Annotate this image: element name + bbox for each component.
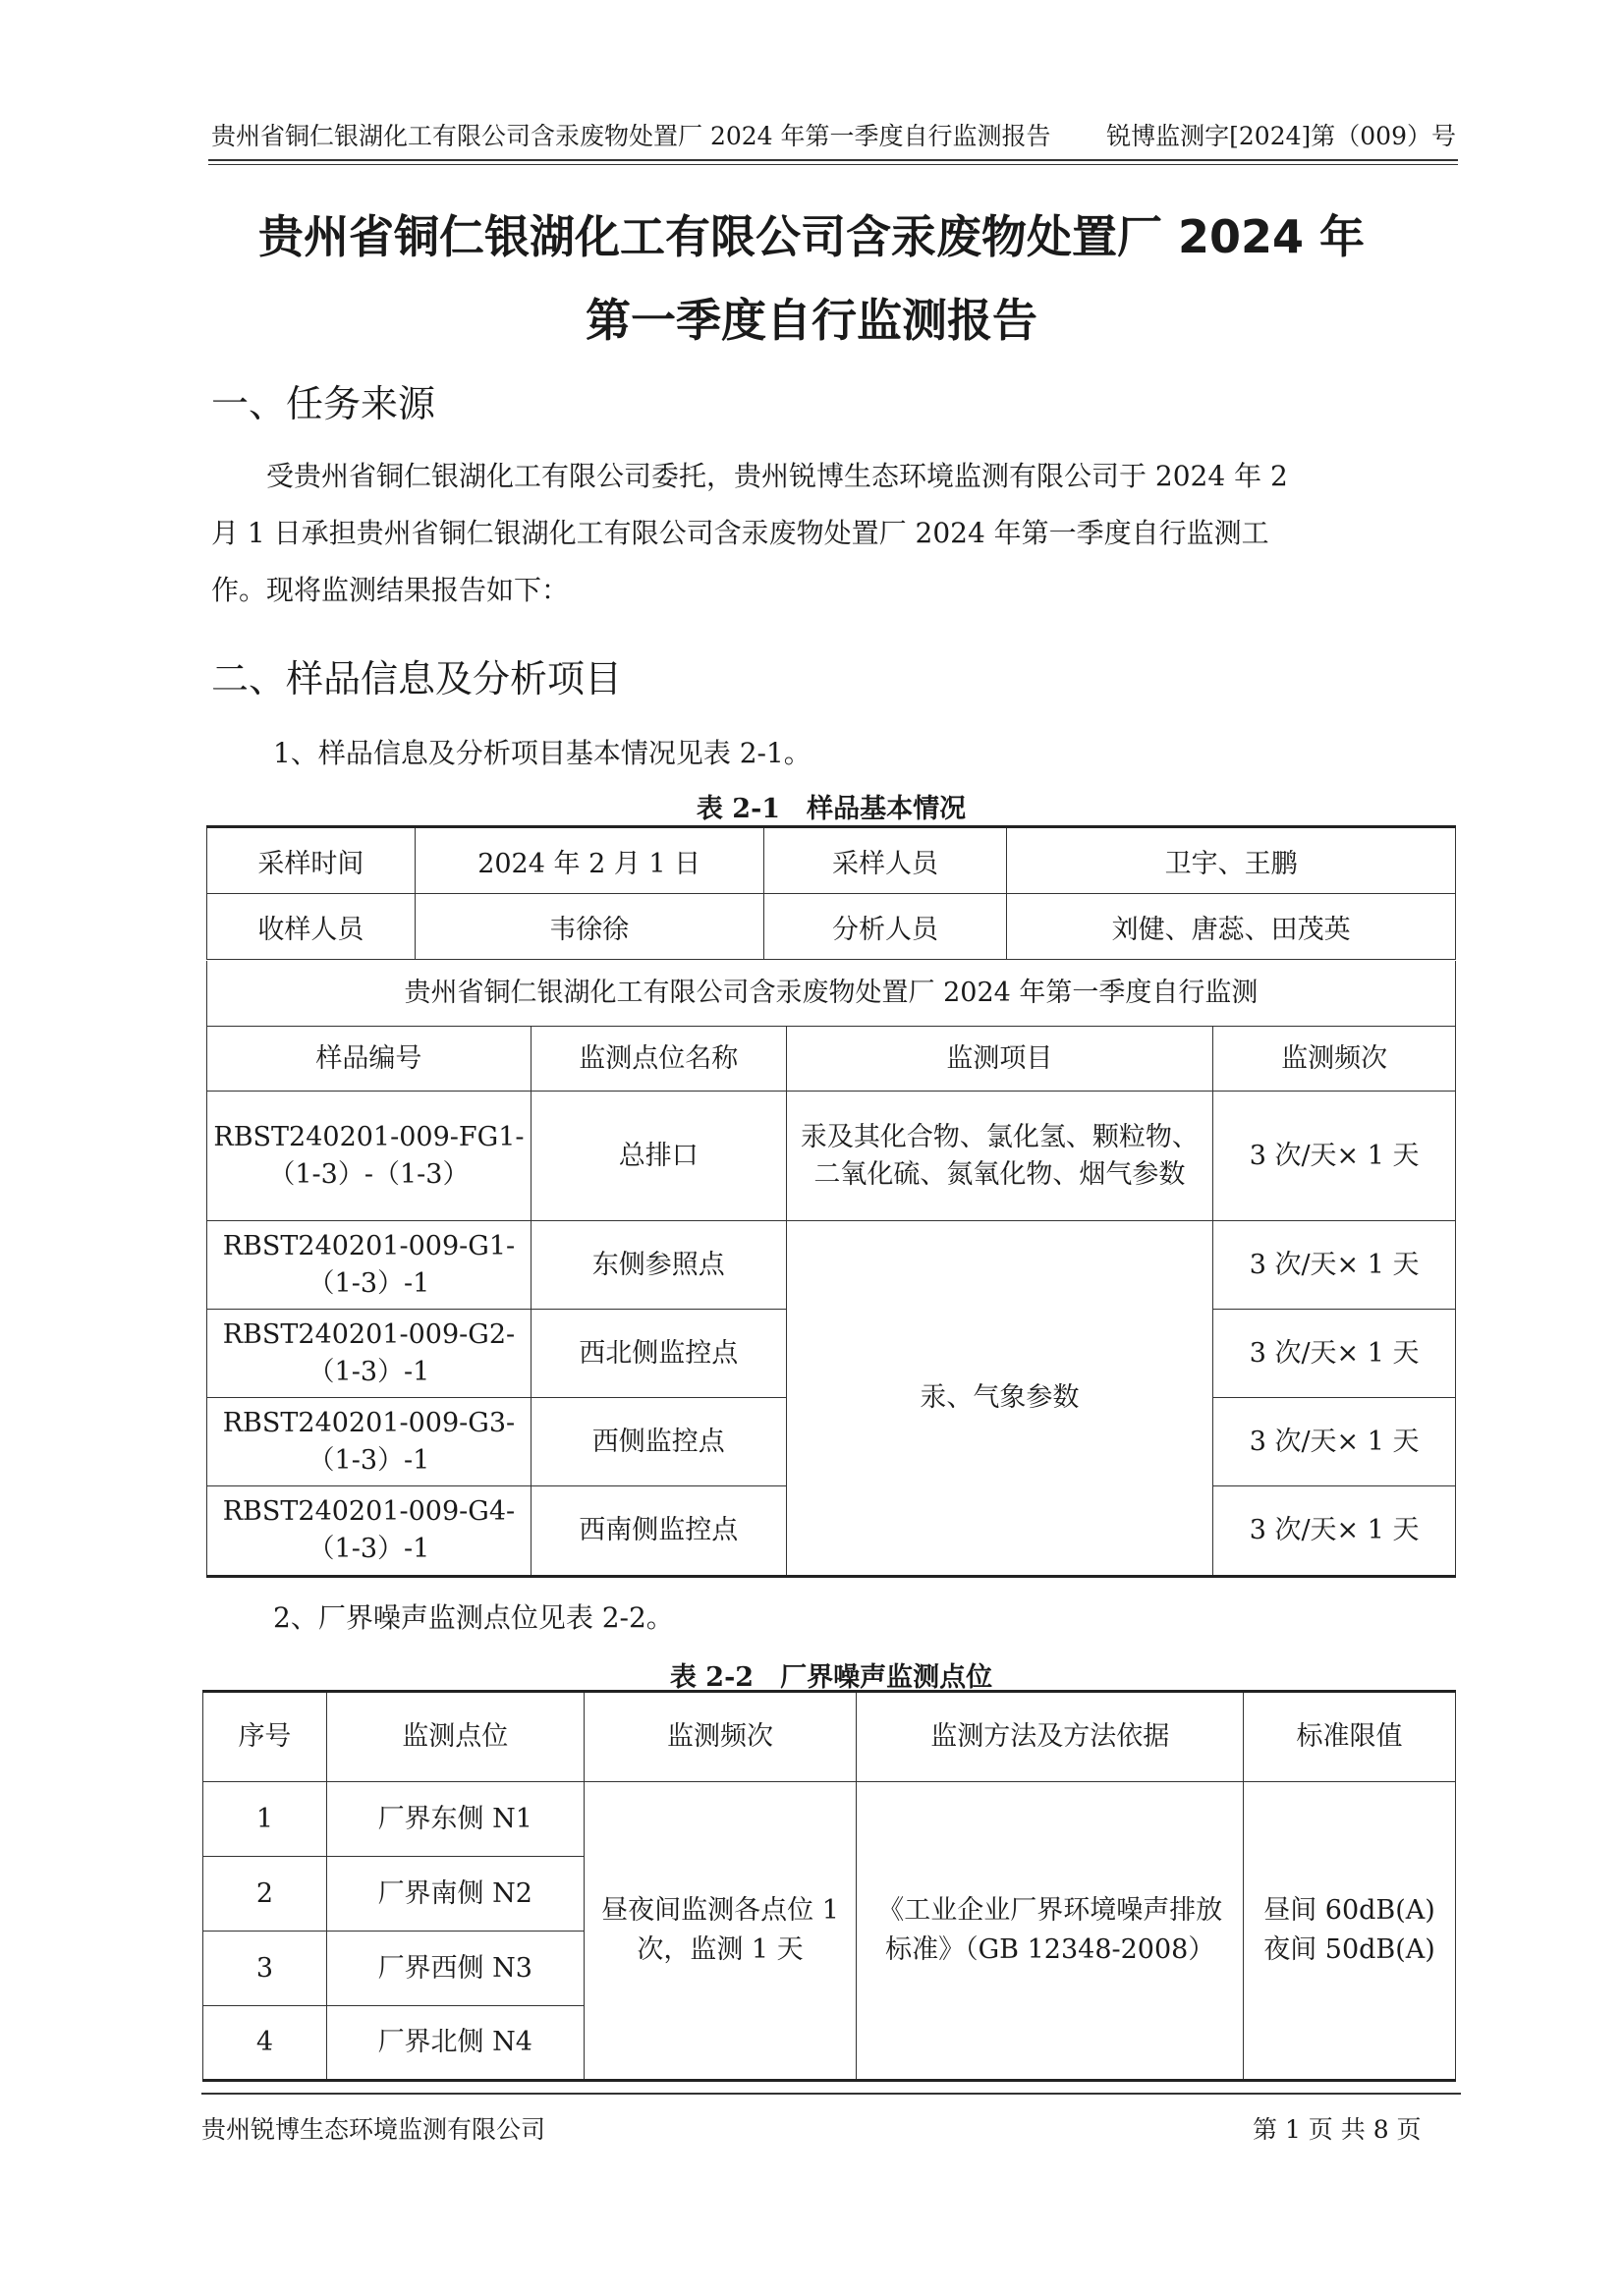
sample-id-line: （1-3）-（1-3）: [268, 1158, 470, 1190]
paragraph-table-2-1-ref: 1、样品信息及分析项目基本情况见表 2-1。: [273, 737, 812, 769]
sample-id-line: （1-3）-1: [308, 1356, 430, 1387]
index-cell: 4: [203, 2006, 327, 2081]
column-header: 标准限值: [1244, 1692, 1456, 1782]
header-rule-thin: [208, 164, 1458, 165]
column-header: 监测点位名称: [531, 1027, 786, 1092]
sample-id-cell: [207, 1092, 532, 1221]
point-cell: 东侧参照点: [531, 1221, 786, 1310]
table-cell: 刘健、唐蕊、田茂英: [1007, 894, 1456, 960]
column-header: 监测点位: [326, 1692, 584, 1782]
freq-cell: 3 次/天× 1 天: [1213, 1221, 1456, 1310]
table-header-row: [203, 1692, 1456, 1782]
index-cell: 1: [203, 1782, 327, 1857]
freq-cell: 3 次/天× 1 天: [1213, 1398, 1456, 1486]
running-header: [211, 120, 1456, 153]
point-cell: 厂界东侧 N1: [326, 1782, 584, 1857]
table-2-1-caption: 表 2-1 样品基本情况: [696, 794, 967, 824]
point-cell: 西侧监控点: [531, 1398, 786, 1486]
freq-cell: 3 次/天× 1 天: [1213, 1486, 1456, 1577]
table-cell: 卫宇、王鹏: [1007, 827, 1456, 894]
point-cell: 厂界北侧 N4: [326, 2006, 584, 2081]
table-row: [207, 1221, 1456, 1310]
table-2-2-caption: 表 2-2 厂界噪声监测点位: [669, 1662, 993, 1693]
sample-id-cell: [207, 1310, 532, 1398]
sample-id-cell: [207, 1221, 532, 1310]
ambient-items-cell: 汞、气象参数: [786, 1221, 1213, 1577]
table-row: [203, 1782, 1456, 1857]
footer-rule: [201, 2093, 1461, 2095]
noise-method-cell: [857, 1782, 1244, 2081]
intro-line-2: 月 1 日承担贵州省铜仁银湖化工有限公司含汞废物处置厂 2024 年第一季度自行监测工: [211, 517, 1269, 549]
sample-id-line: RBST240201-009-G1-: [222, 1230, 516, 1261]
point-cell: 厂界西侧 N3: [326, 1932, 584, 2006]
noise-limit-cell: [1244, 1782, 1456, 2081]
table-cell: 韦徐徐: [415, 894, 763, 960]
table-cell: 2024 年 2 月 1 日: [415, 827, 763, 894]
page-number: 第 1 页 共 8 页: [1253, 2115, 1422, 2144]
table-cell: 采样人员: [763, 827, 1007, 894]
report-number: 锐博监测字[2024]第（009）号: [1106, 122, 1456, 150]
column-header: 样品编号: [207, 1027, 532, 1092]
sample-id-line: （1-3）-1: [308, 1267, 430, 1299]
sample-id-line: RBST240201-009-G3-: [222, 1407, 516, 1438]
intro-line-1: 受贵州省铜仁银湖化工有限公司委托，贵州锐博生态环境监测有限公司于 2024 年 2: [266, 460, 1288, 492]
freq-cell: 3 次/天× 1 天: [1213, 1092, 1456, 1221]
table-2-2-noise-points: [202, 1690, 1456, 2082]
column-header: 监测方法及方法依据: [857, 1692, 1244, 1782]
freq-cell: 3 次/天× 1 天: [1213, 1310, 1456, 1398]
point-cell: 厂界南侧 N2: [326, 1857, 584, 1932]
table-row: [207, 827, 1456, 894]
sample-id-line: RBST240201-009-G4-: [222, 1496, 516, 1527]
method-line: 《工业企业厂界环境噪声排放: [877, 1895, 1223, 1926]
table-2-1-project-row: 贵州省铜仁银湖化工有限公司含汞废物处置厂 2024 年第一季度自行监测: [206, 961, 1456, 1026]
point-cell: 总排口: [531, 1092, 786, 1221]
sample-id-cell: [207, 1398, 532, 1486]
index-cell: 2: [203, 1857, 327, 1932]
index-cell: 3: [203, 1932, 327, 2006]
freq-line: 昼夜间监测各点位 1: [601, 1895, 839, 1926]
paragraph-table-2-2-ref: 2、厂界噪声监测点位见表 2-2。: [273, 1601, 674, 1634]
running-header-title: 贵州省铜仁银湖化工有限公司含汞废物处置厂 2024 年第一季度自行监测报告: [211, 122, 1051, 150]
items-line: 二氧化硫、氮氧化物、烟气参数: [813, 1158, 1186, 1190]
intro-paragraph: [211, 448, 1451, 619]
table-row: [207, 1092, 1456, 1221]
section-heading-task-source: 一、任务来源: [211, 382, 436, 425]
limit-night: 夜间 50dB(A): [1263, 1934, 1435, 1965]
sample-id-line: （1-3）-1: [308, 1444, 430, 1476]
sample-id-cell: [207, 1486, 532, 1577]
intro-line-3: 作。现将监测结果报告如下：: [211, 574, 570, 606]
table-cell: 收样人员: [207, 894, 416, 960]
header-rule: [208, 159, 1458, 161]
point-cell: 西南侧监控点: [531, 1486, 786, 1577]
limit-day: 昼间 60dB(A): [1263, 1895, 1435, 1926]
section-heading-sample-info: 二、样品信息及分析项目: [211, 657, 623, 700]
column-header: 监测频次: [584, 1692, 857, 1782]
column-header: 序号: [203, 1692, 327, 1782]
table-2-1-basic-info: [206, 825, 1456, 960]
method-line: 标准》（GB 12348-2008）: [885, 1934, 1215, 1965]
column-header: 监测项目: [786, 1027, 1213, 1092]
items-line: 汞及其化合物、氯化氢、颗粒物、: [800, 1121, 1199, 1152]
table-cell: 分析人员: [763, 894, 1007, 960]
noise-freq-cell: [584, 1782, 857, 2081]
sample-id-line: （1-3）-1: [308, 1534, 430, 1564]
footer-company: 贵州锐博生态环境监测有限公司: [201, 2115, 546, 2144]
report-title-line-2: 第一季度自行监测报告: [586, 294, 1037, 347]
column-header: 监测频次: [1213, 1027, 1456, 1092]
sample-id-line: RBST240201-009-FG1-: [213, 1121, 525, 1152]
table-row: [207, 894, 1456, 960]
freq-line: 次，监测 1 天: [637, 1934, 804, 1965]
point-cell: 西北侧监控点: [531, 1310, 786, 1398]
table-2-1-samples: [206, 1026, 1456, 1578]
sample-id-line: RBST240201-009-G2-: [222, 1318, 516, 1350]
table-cell: 采样时间: [207, 827, 416, 894]
report-title-line-1: 贵州省铜仁银湖化工有限公司含汞废物处置厂 2024 年: [257, 210, 1366, 263]
table-header-row: [207, 1027, 1456, 1092]
items-cell: [786, 1092, 1213, 1221]
